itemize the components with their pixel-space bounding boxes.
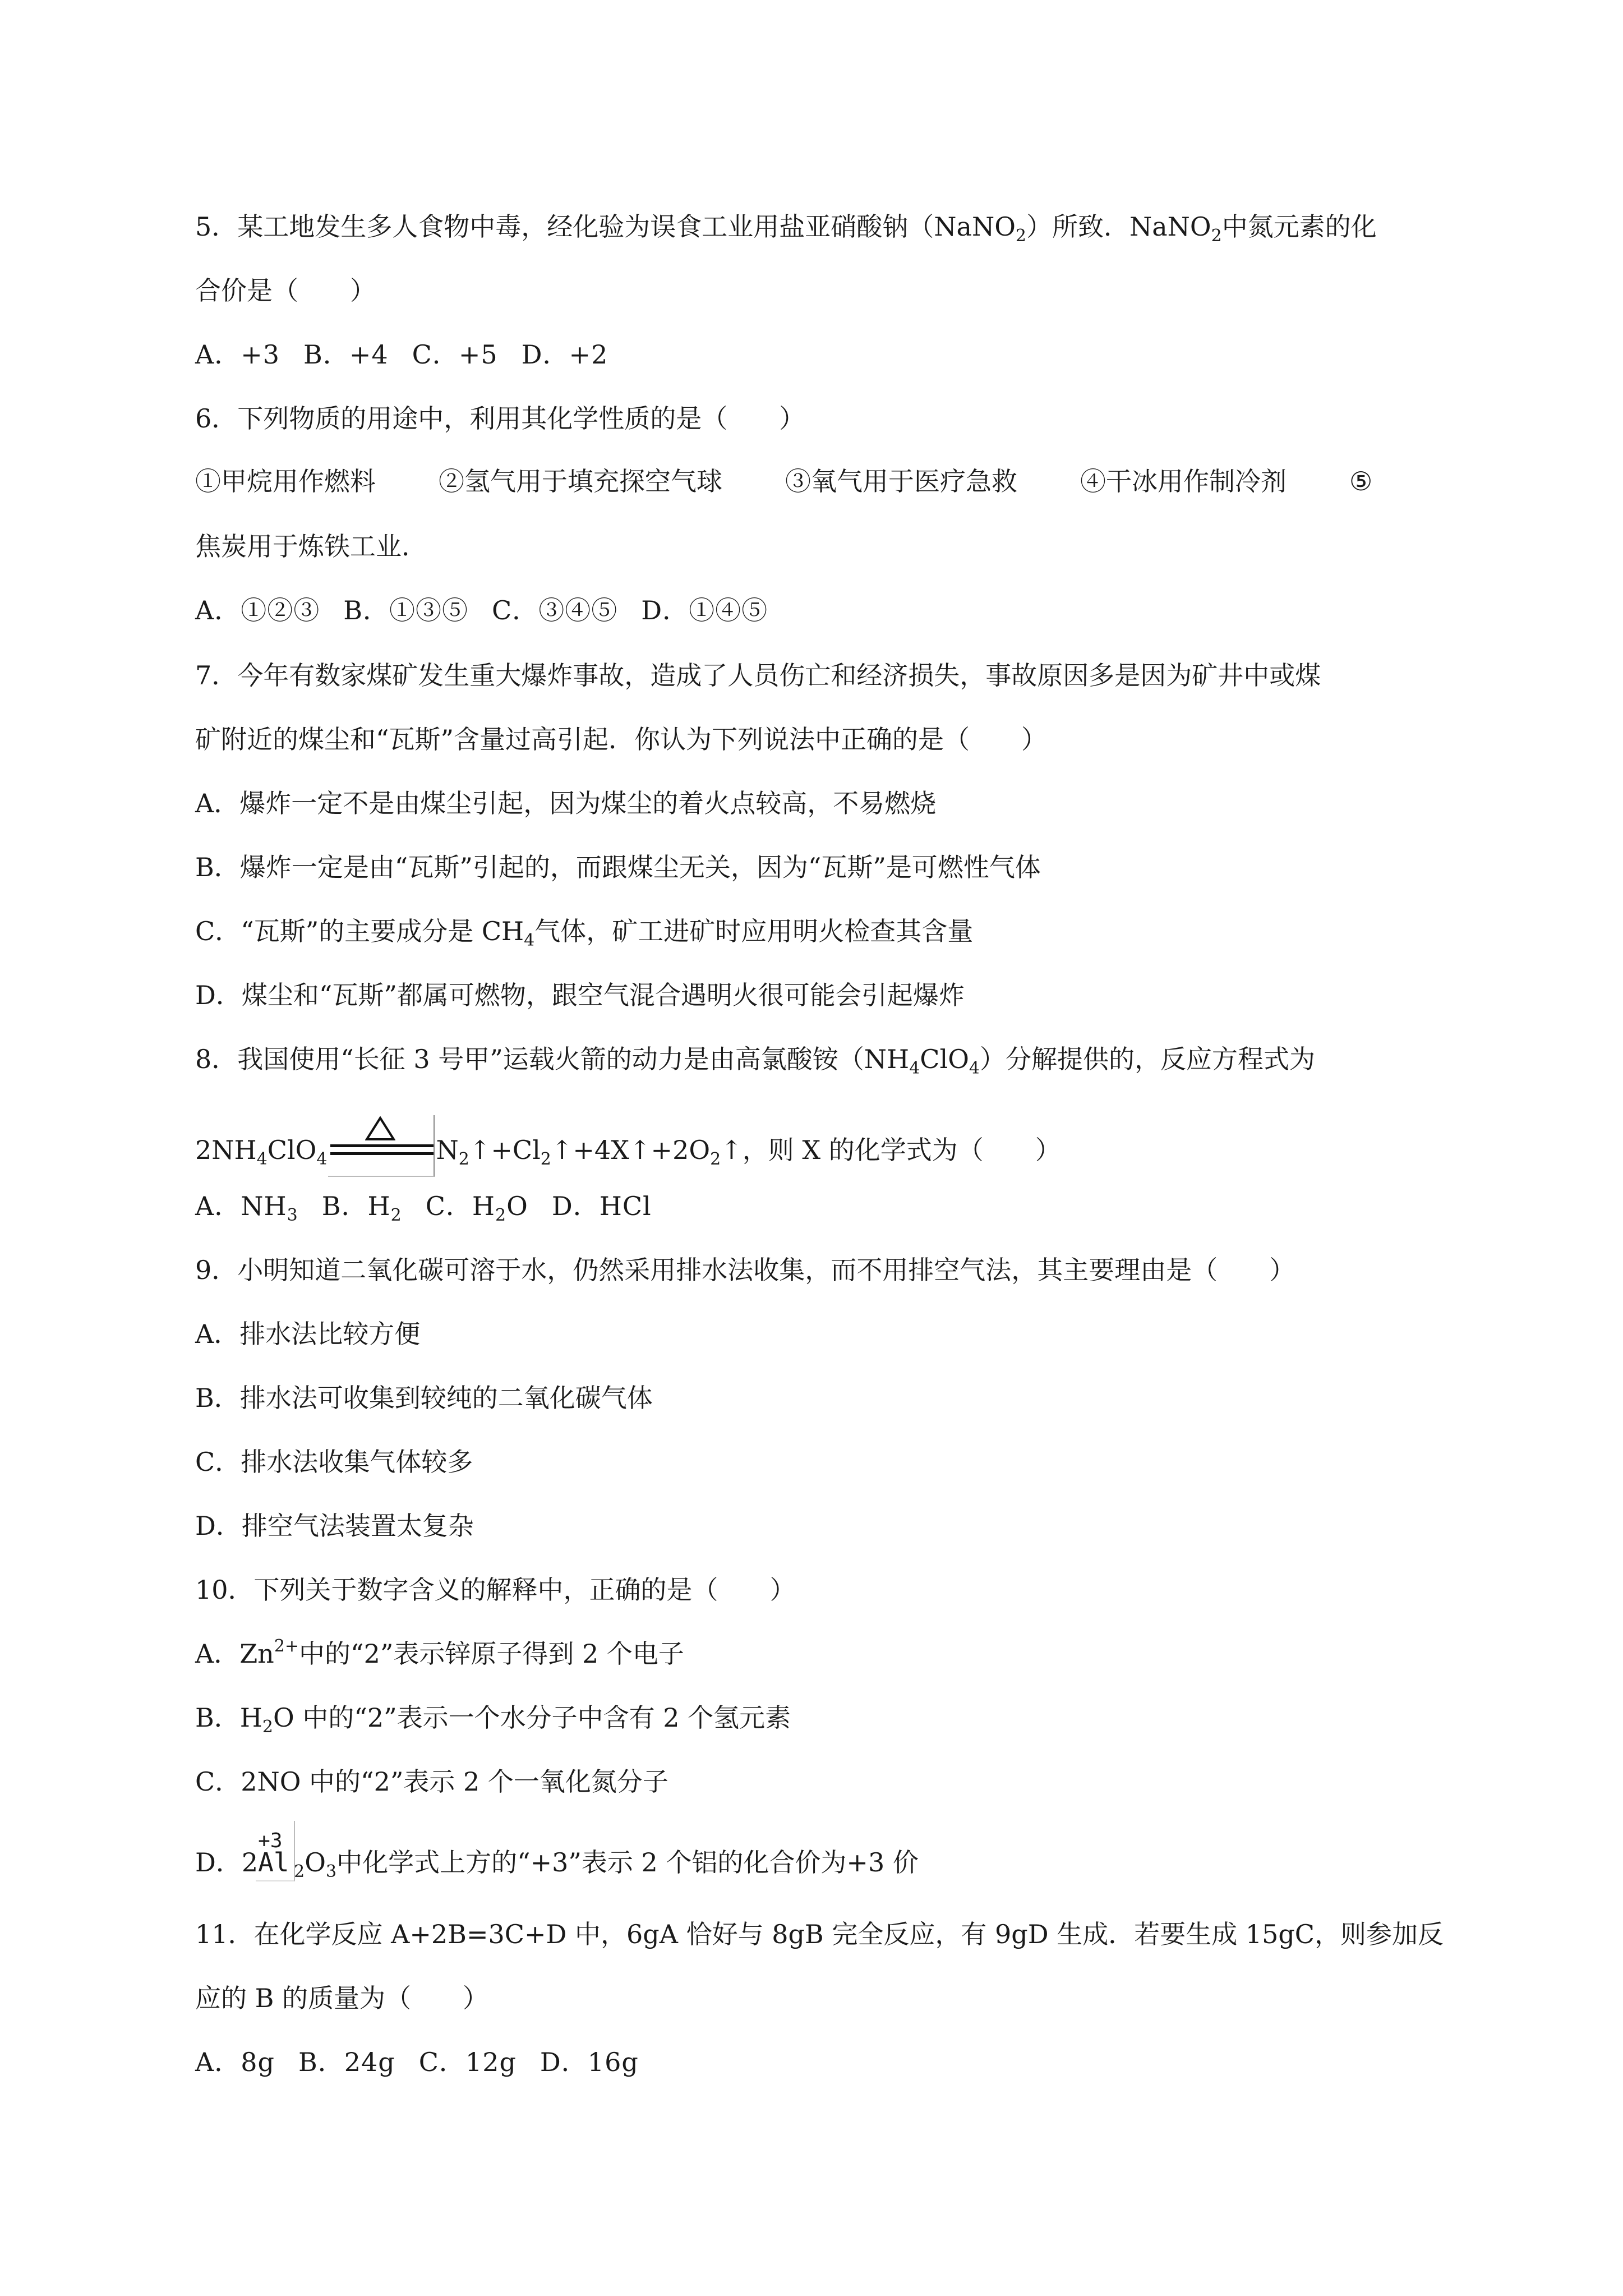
q7-option-d: D．煤尘和“瓦斯”都属可燃物，跟空气混合遇明火很可能会引起爆炸: [195, 980, 965, 1010]
q8-option-b: B．$H_2$: [321, 1191, 402, 1225]
q5-option-a: A．+3: [195, 339, 280, 370]
q6-stem: 6．下列物质的用途中，利用其化学性质的是（ ）: [195, 403, 805, 434]
q6-item-5: ⑤: [1349, 466, 1373, 496]
q10-option-b: B．$H_2O$ 中的“2”表示一个水分子中含有 2 个氢元素: [195, 1703, 791, 1737]
q5-option-b: B．+4: [303, 339, 389, 370]
q6-option-c: C．③④⑤: [492, 595, 618, 625]
q6-item-1: ①甲烷用作燃料: [195, 466, 376, 496]
q5-options: [195, 338, 631, 371]
q6-items: [195, 464, 1372, 498]
q6-option-d: D．①④⑤: [641, 595, 768, 625]
q11-option-c: C．12g: [418, 2047, 517, 2077]
q5-stem-line1: 5．某工地发生多人食物中毒，经化验为误食工业用盐亚硝酸钠（NaNO$_2$）所致．NaNO$_2$中氮元素的化: [195, 211, 1377, 246]
heat-triangle-icon: [365, 1116, 395, 1141]
q7-stem-line1: 7．今年有数家煤矿发生重大爆炸事故，造成了人员伤亡和经济损失，事故原因多是因为矿井中或煤: [195, 660, 1321, 691]
q8-option-d: D．HCl: [551, 1191, 652, 1221]
q7-option-a: A．爆炸一定不是由煤尘引起，因为煤尘的着火点较高，不易燃烧: [195, 788, 937, 818]
q10-stem: 10．下列关于数字含义的解释中，正确的是（ ）: [195, 1575, 796, 1605]
q7-option-b: B．爆炸一定是由“瓦斯”引起的，而跟煤尘无关，因为“瓦斯”是可燃性气体: [195, 852, 1041, 882]
q6-options: [195, 593, 791, 627]
reaction-condition-heat: [328, 1115, 435, 1177]
q10-option-a: A．$Zn^{2+}$中的“2”表示锌原子得到 2 个电子: [195, 1636, 684, 1669]
q6-option-b: B．①③⑤: [343, 595, 469, 625]
q11-option-d: D．16g: [540, 2047, 639, 2077]
q5-option-d: D．+2: [521, 339, 608, 370]
q5-option-c: C．+5: [412, 339, 498, 370]
q9-option-c: C．排水法收集气体较多: [195, 1447, 473, 1477]
q6-item-2: ②氢气用于填充探空气球: [439, 466, 722, 496]
q8-stem-line1: 8．我国使用“长征 3 号甲”运载火箭的动力是由高氯酸铵$(NH_4ClO_4)$分解提供的，反应方程式为: [195, 1044, 1315, 1078]
q8-equation-line: $2NH_4ClO_4$ $N_2↑+Cl_2↑+4X↑+2O_2↑$，则 X 的化学式为（ ）: [195, 1115, 1061, 1177]
q6-option-a: A．①②③: [195, 595, 320, 625]
q11-stem-line2: 应的 B 的质量为（ ）: [195, 1983, 489, 2013]
q6-item-4: ④干冰用作制冷剂: [1080, 466, 1287, 496]
valence-mark: +3 Al: [258, 1846, 294, 1879]
q9-stem: 9．小明知道二氧化碳可溶于水，仍然采用排水法收集，而不用排空气法，其主要理由是（ ）: [195, 1255, 1295, 1285]
q8-option-c: C．$H_2O$: [425, 1191, 528, 1225]
q11-options: [195, 2045, 662, 2079]
q6-item-3: ③氧气用于医疗急救: [785, 466, 1017, 496]
q8-options: [195, 1189, 675, 1227]
q9-option-b: B．排水法可收集到较纯的二氧化碳气体: [195, 1383, 653, 1413]
q7-option-c: C．“瓦斯”的主要成分是 $CH_4$气体，矿工进矿时应用明火检查其含量: [195, 916, 974, 950]
q11-stem-line1: 11．在化学反应 A+2B=3C+D 中，6gA 恰好与 8gB 完全反应，有 9gD 生成．若要生成 15gC，则参加反: [195, 1919, 1444, 1949]
q6-item-5-cont: 焦炭用于炼铁工业．: [195, 531, 427, 562]
q11-option-a: A．8g: [195, 2047, 275, 2077]
q8-option-a: A．$NH_3$: [195, 1191, 298, 1225]
q10-option-d: D．2 +3 Al $_2O_3$中化学式上方的“+3”表示 2 个铝的化合价为+3 价: [195, 1846, 919, 1883]
q9-option-a: A．排水法比较方便: [195, 1319, 421, 1349]
q11-option-b: B．24g: [298, 2047, 395, 2077]
q7-stem-line2: 矿附近的煤尘和“瓦斯”含量过高引起．你认为下列说法中正确的是（ ）: [195, 724, 1048, 754]
q9-option-d: D．排空气法装置太复杂: [195, 1511, 474, 1541]
q5-stem-line2: 合价是（ ）: [195, 275, 376, 306]
q10-option-c: C．2NO 中的“2”表示 2 个一氧化氮分子: [195, 1766, 668, 1797]
